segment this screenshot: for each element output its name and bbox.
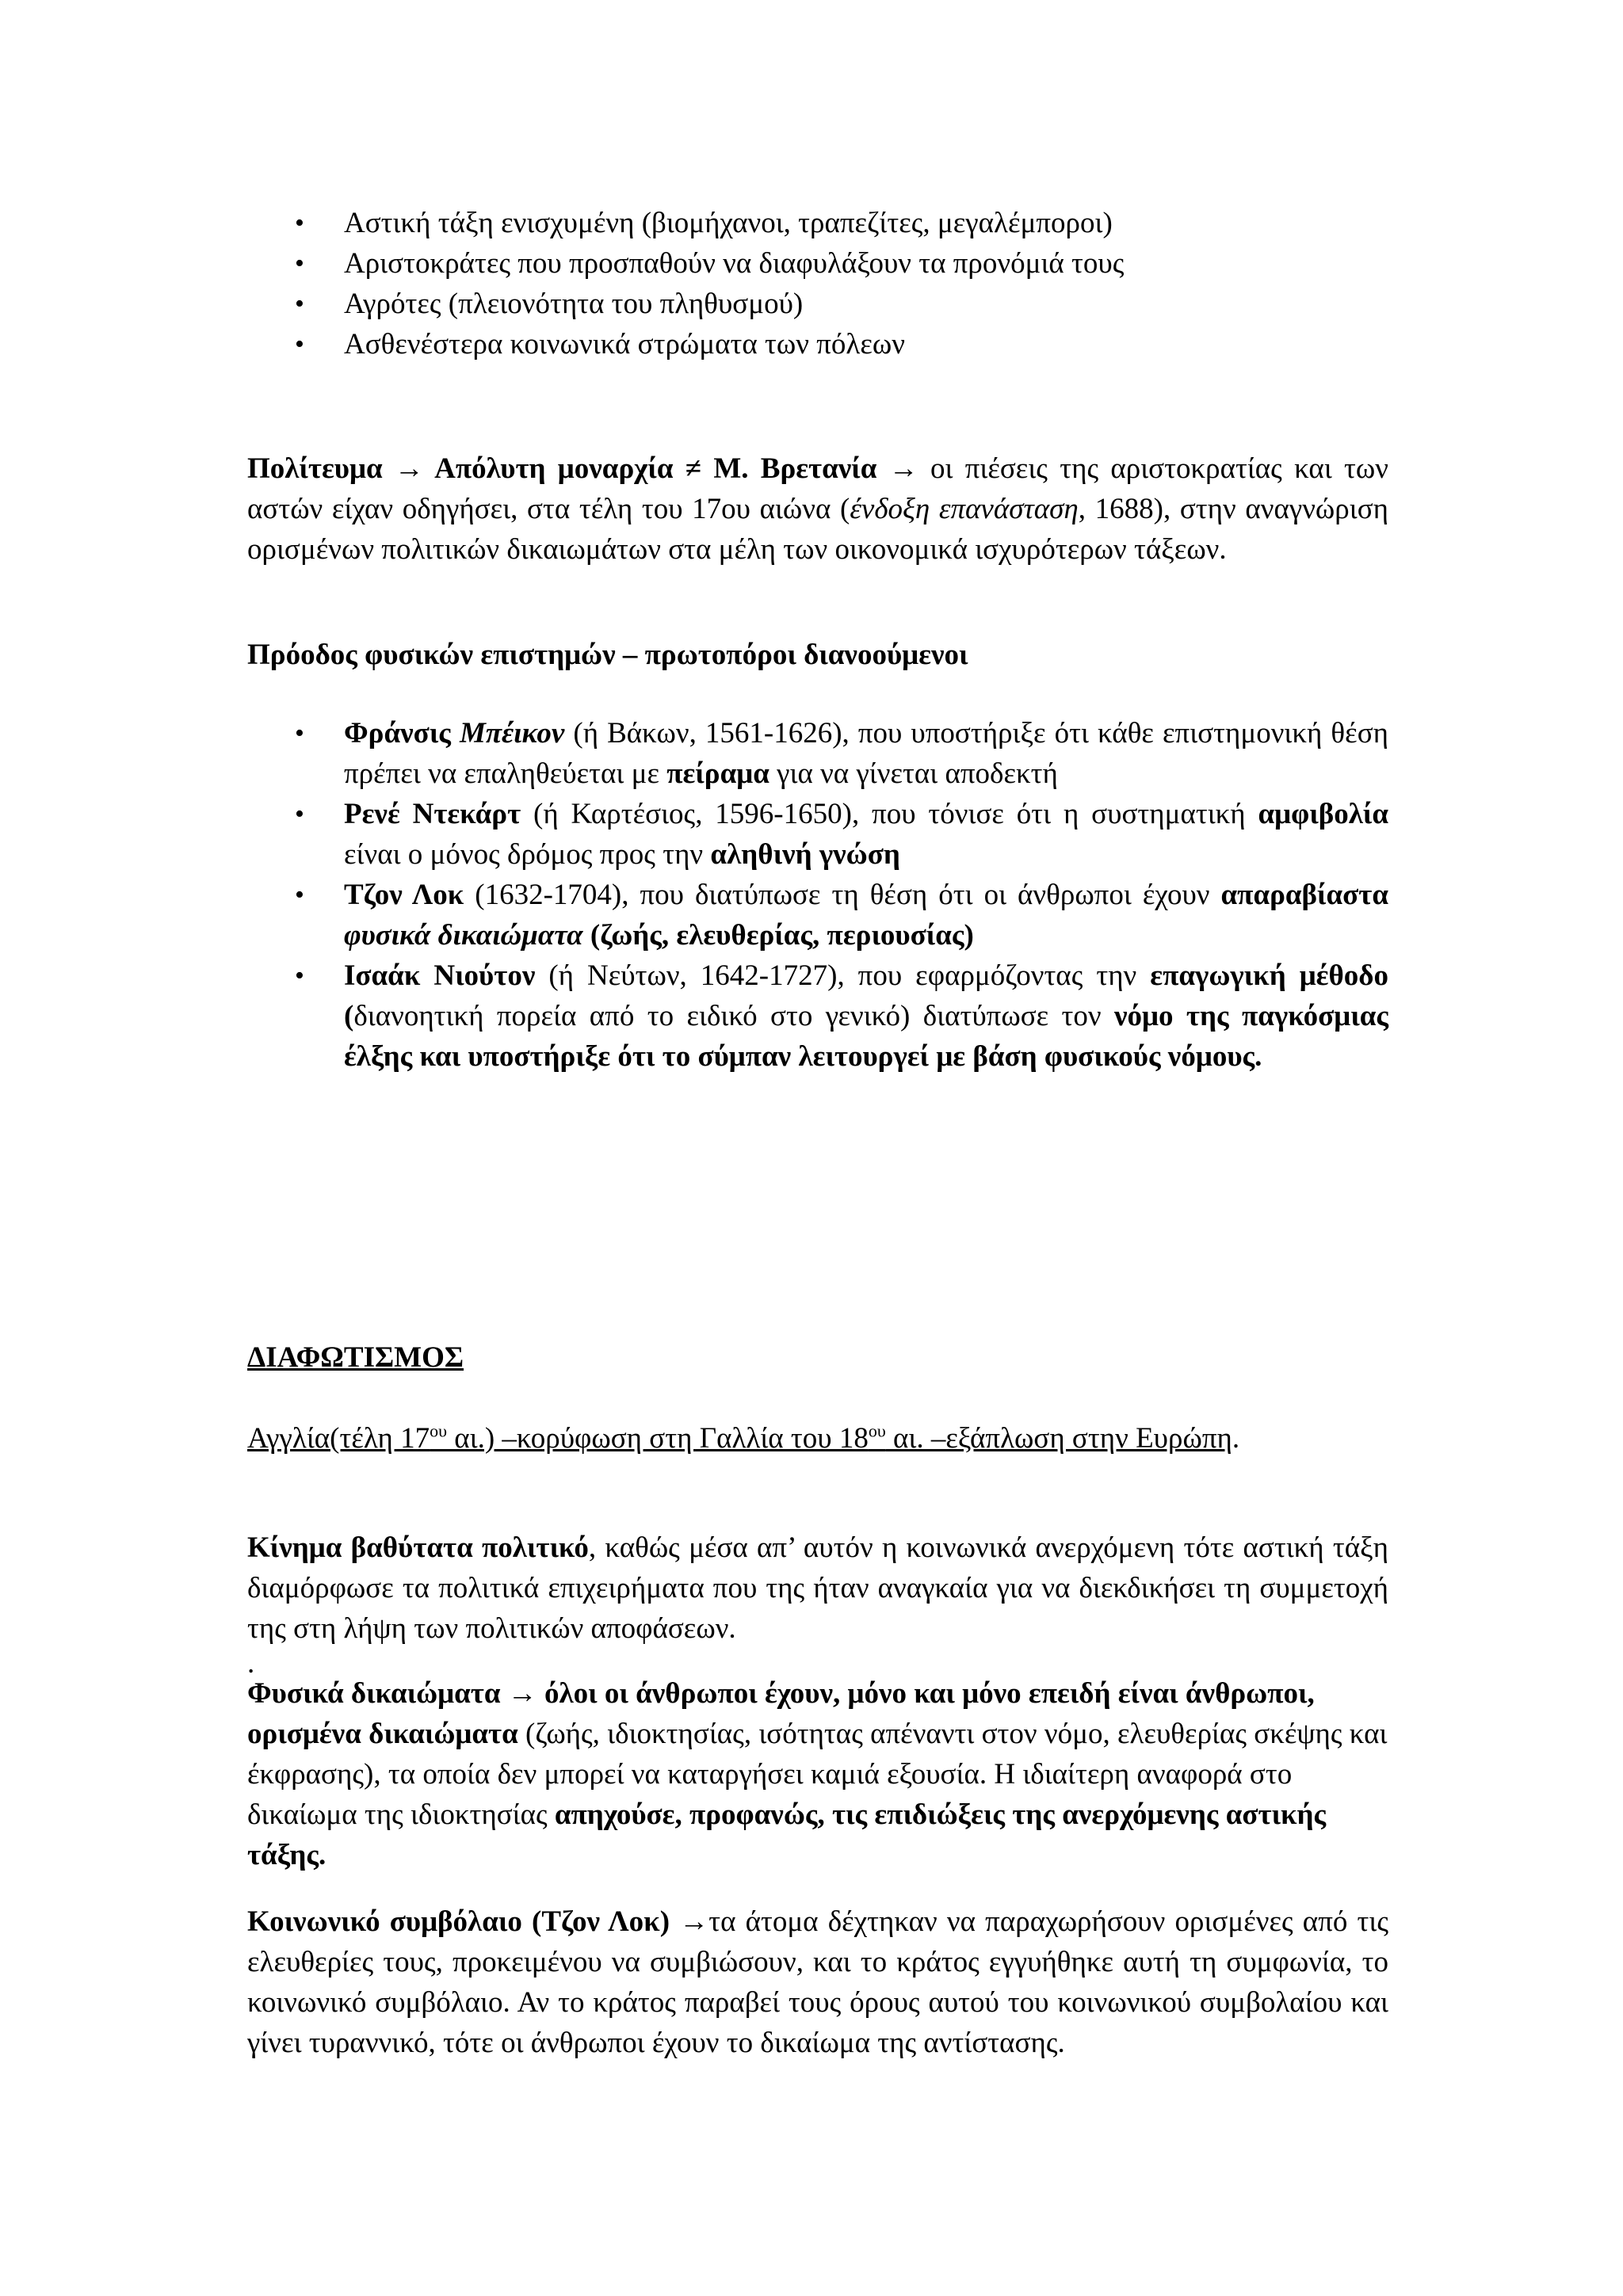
pioneer-text: είναι ο μόνος δρόμος προς την — [344, 838, 711, 871]
social-contract-lead: Κοινωνικό συμβόλαιο (Τζον Λοκ) — [247, 1905, 670, 1938]
pioneer-name: Ισαάκ Νιούτον — [344, 959, 536, 992]
movement-text: , καθώς μέσα απ’ αυτόν η κοινωνικά ανερχόμενη τότε αστική τάξη διαμόρφωσε τα πολιτικά επιχειρήματα που της ήταν αναγκαία για να διεκδικήσει τη συμμετοχή της στη λήψη των πολιτικών αποφάσεων. — [247, 1531, 1388, 1645]
pioneer-text: (ή Βάκων, 1561-1626), που υποστήριξε ότι κάθε επιστημονική θέση πρέπει να επαληθεύεται με — [344, 717, 1388, 790]
timeline-text — [247, 1422, 1232, 1455]
pioneer-keyword: απαραβίαστα — [1220, 879, 1388, 911]
enlightenment-timeline — [247, 1418, 1388, 1459]
pioneer-name: Ρενέ Ντεκάρτ — [344, 798, 521, 830]
pioneer-keyword: (ζωής, ελευθερίας, περιουσίας) — [582, 919, 974, 952]
pioneer-locke — [247, 875, 1388, 955]
enlightenment-title: ΔΙΑΦΩΤΙΣΜΟΣ — [247, 1341, 464, 1374]
pioneer-keyword: αμφιβολία — [1258, 798, 1388, 830]
intro-bullet-list — [247, 203, 1388, 364]
natural-rights-paragraph — [247, 1673, 1388, 1875]
timeline-superscript: ου — [430, 1421, 447, 1441]
pioneer-name-italic: Μπέικον — [459, 717, 565, 749]
separator-dot: . — [247, 1647, 255, 1680]
pioneer-text: (ή Νεύτων, 1642-1727), που εφαρμόζοντας την — [535, 959, 1151, 992]
social-contract-text: →τα άτομα δέχτηκαν να παραχωρήσουν ορισμένες από τις ελευθερίες τους, προκειμένου να συμβιώσουν, και το κράτος εγγυήθηκε αυτή τη συμφωνία, το κοινωνικό συμβόλαιο. Αν το κράτος παραβεί τους όρους αυτού του κοινωνικού συμβολαίου και γίνει τυραννικό, τότε οι άνθρωποι έχουν το δικαίωμα της αντίστασης. — [247, 1905, 1389, 2059]
pioneer-text: (1632-1704), που διατύπωσε τη θέση ότι οι άνθρωποι έχουν — [464, 879, 1221, 911]
timeline-part: αι. –εξάπλωση στην Ευρώπη — [885, 1422, 1232, 1455]
pioneer-keyword: αληθινή γνώση — [710, 838, 900, 871]
pioneer-newton — [247, 955, 1388, 1077]
natural-rights-conclusion: απηχούσε, προφανώς, τις επιδιώξεις της ανερχόμενης αστικής τάξης. — [247, 1798, 1327, 1871]
pioneer-keyword-italic: φυσικά δικαιώματα — [344, 919, 583, 952]
pioneer-name: Τζον Λοκ — [344, 879, 464, 911]
pioneer-text: για να γίνεται αποδεκτή — [769, 757, 1058, 790]
timeline-superscript: ου — [868, 1421, 886, 1441]
list-item — [247, 324, 1388, 364]
list-item — [247, 243, 1388, 284]
movement-paragraph — [247, 1527, 1388, 1649]
pioneer-text: διανοητική πορεία από το ειδικό στο γενικό) διατύπωσε τον — [353, 1000, 1115, 1032]
natural-rights-text: (ζωής, ιδιοκτησίας, ισότητας απέναντι στον νόμο, ελευθερίας σκέψης και έκφρασης), τα οποία δεν μπορεί να καταργήσει καμιά εξουσία. Η ιδιαίτερη αναφορά στο δικαίωμα της ιδιοκτησίας — [247, 1718, 1388, 1831]
list-item — [247, 203, 1388, 243]
polity-text: → οι πιέσεις της αριστοκρατίας και των αστών είχαν οδηγήσει, στα τέλη του 17ου αιώνα ( — [247, 452, 1388, 525]
glorious-revolution-term: ένδοξη επανάσταση — [850, 493, 1079, 525]
pioneer-name: Φράνσις — [344, 717, 460, 749]
timeline-period: . — [1232, 1422, 1240, 1455]
timeline-part: Αγγλία(τέλη 17 — [247, 1422, 430, 1455]
pioneers-list — [247, 713, 1388, 1077]
list-item-text: Ασθενέστερα κοινωνικά στρώματα των πόλεων — [344, 328, 905, 360]
pioneer-text: (ή Καρτέσιος, 1596-1650), που τόνισε ότι η συστηματική — [521, 798, 1258, 830]
pioneer-keyword: νόμο της παγκόσμιας έλξης και υποστήριξε ότι το σύμπαν λειτουργεί με βάση φυσικούς νόμους. — [344, 1000, 1388, 1073]
list-item-text: Αριστοκράτες που προσπαθούν να διαφυλάξουν τα προνόμιά τους — [344, 247, 1125, 280]
pioneer-keyword: πείραμα — [666, 757, 769, 790]
science-heading: Πρόοδος φυσικών επιστημών – πρωτοπόροι διανοούμενοι — [247, 639, 968, 671]
pioneer-bacon — [247, 713, 1388, 794]
list-item-text: Αγρότες (πλειονότητα του πληθυσμού) — [344, 288, 804, 320]
list-item — [247, 284, 1388, 324]
polity-paragraph — [247, 448, 1388, 570]
polity-text-end: , 1688), στην αναγνώριση ορισμένων πολιτικών δικαιωμάτων στα μέλη των οικονομικά ισχυρότερων τάξεων. — [247, 493, 1388, 566]
social-contract-paragraph — [247, 1901, 1388, 2063]
polity-lead: Πολίτευμα → Απόλυτη μοναρχία ≠ Μ. Βρετανία — [247, 452, 877, 485]
pioneer-keyword: επαγωγική μέθοδο ( — [344, 959, 1389, 1032]
timeline-part: αι.) –κορύφωση στη Γαλλία του 18 — [447, 1422, 869, 1455]
list-item-text: Αστική τάξη ενισχυμένη (βιομήχανοι, τραπεζίτες, μεγαλέμποροι) — [344, 207, 1113, 239]
natural-rights-lead: Φυσικά δικαιώματα → όλοι οι άνθρωποι έχουν, μόνο και μόνο επειδή είναι άνθρωποι, ορισμένα δικαιώματα — [247, 1677, 1315, 1750]
pioneer-descartes — [247, 794, 1388, 875]
movement-lead: Κίνημα βαθύτατα πολιτικό — [247, 1531, 589, 1564]
